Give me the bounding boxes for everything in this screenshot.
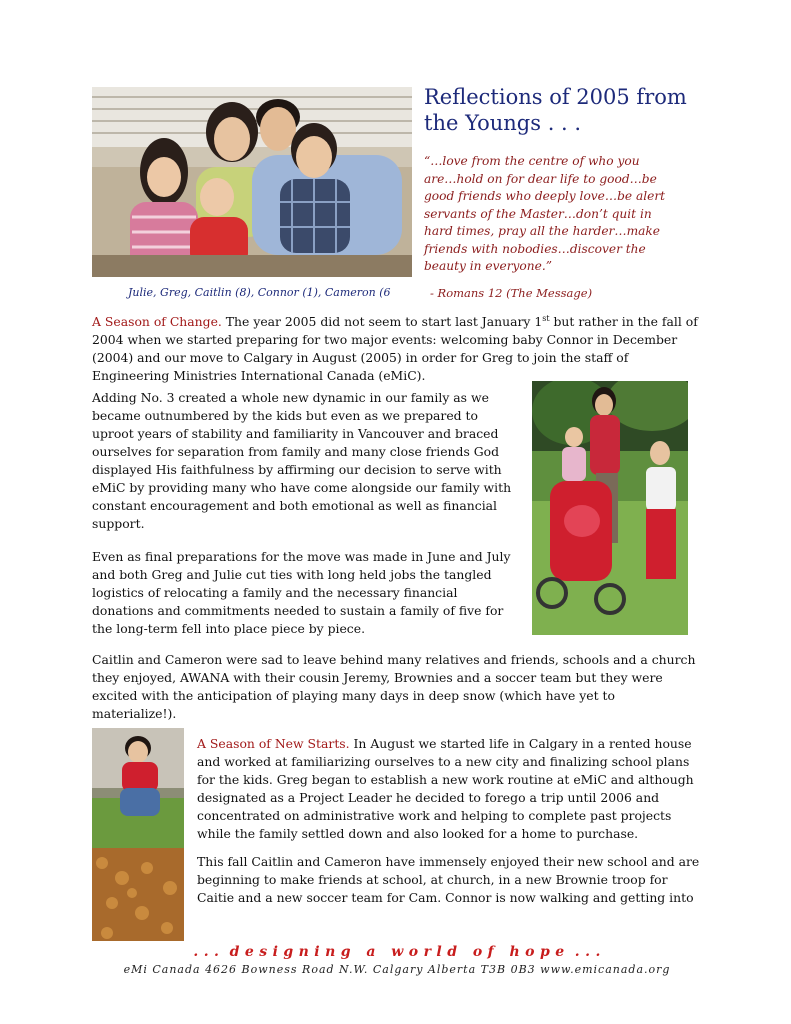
superscript: st: [542, 314, 550, 323]
quote-reference: - Romans 12 (The Message): [430, 286, 593, 300]
paragraph-caitlin-cameron: Caitlin and Cameron were sad to leave behind many relatives and friends, schools and a church they enjoyed, AWANA with their cousin Jeremy, Brownies and a soccer team but they were excited with the anticipation of playing many days in deep snow (which have yet to materialize!).: [92, 652, 696, 721]
stroller-photo: [532, 381, 688, 635]
family-photo: [92, 87, 412, 277]
section-heading-change: A Season of Change.: [92, 314, 222, 330]
leaves-jump-photo: [92, 728, 184, 941]
paragraph-final-preparations: Even as final preparations for the move was made in June and July and both Greg and Julie cut ties with long held jobs the tangled logistics of relocating a family and the necessary financial donations and commitments needed to sustain a family of five for the long-term fell into place piece by piece.: [92, 549, 511, 636]
paragraph-season-of-change: [92, 310, 702, 385]
section-heading-new-starts: A Season of New Starts.: [197, 736, 350, 751]
page-title: Reflections of 2005 from the Youngs . . .: [424, 85, 687, 135]
paragraph-text: In August we started life in Calgary in a rented house and worked at familiarizing ourselves to a new city and finalizing school plans for the kids. Greg began to establish a new work routine at eMiC and although designated as a Project Leader he decided to forego a trip until 2006 and concentrated on administrative work and helping to complete past projects while the family settled down and also looked for a home to purchase.: [197, 736, 694, 841]
paragraph-text: The year 2005 did not seem to start last January 1: [221, 314, 543, 330]
scripture-quote: “…love from the centre of who you are…hold on for dear life to good…be good friends who deeply love…be alert servants of the Master…don’t quit in hard times, pray all the harder…make friends with nobodies…discover the beauty in everyone.”: [424, 154, 666, 273]
footer-tagline: . . . d e s i g n i n g a w o r l d o f h o p e . . .: [193, 944, 601, 960]
paragraph-adding-no3: Adding No. 3 created a whole new dynamic in our family as we became outnumbered by the kids but even as we prepared to uproot years of stability and familiarity in Vancouver and braced ourselves for separation from family and many close friends God displayed His faithfulness by affirming our decision to serve with eMiC by providing many who have come alongside our family with constant encouragement and both emotional as well as financial support.: [92, 390, 512, 531]
footer-address: eMi Canada 4626 Bowness Road N.W. Calgary Alberta T3B 0B3 www.emicanada.org: [123, 963, 671, 976]
paragraph-text: but rather in the fall of 2004 when we started preparing for two major events: welcoming baby Connor in December (2004) and our move to Calgary in August (2005) in order for Greg to join the staff of Engineering Ministries International Canada (eMiC).: [92, 314, 698, 384]
photo-caption: Julie, Greg, Caitlin (8), Connor (1), Cameron (6: [128, 286, 391, 299]
paragraph-season-of-new-starts: [197, 735, 702, 843]
paragraph-this-fall: This fall Caitlin and Cameron have immensely enjoyed their new school and are beginning to make friends at school, at church, in a new Brownie troop for Caitie and a new soccer team for Cam. Connor is now walking and getting into: [197, 854, 700, 905]
